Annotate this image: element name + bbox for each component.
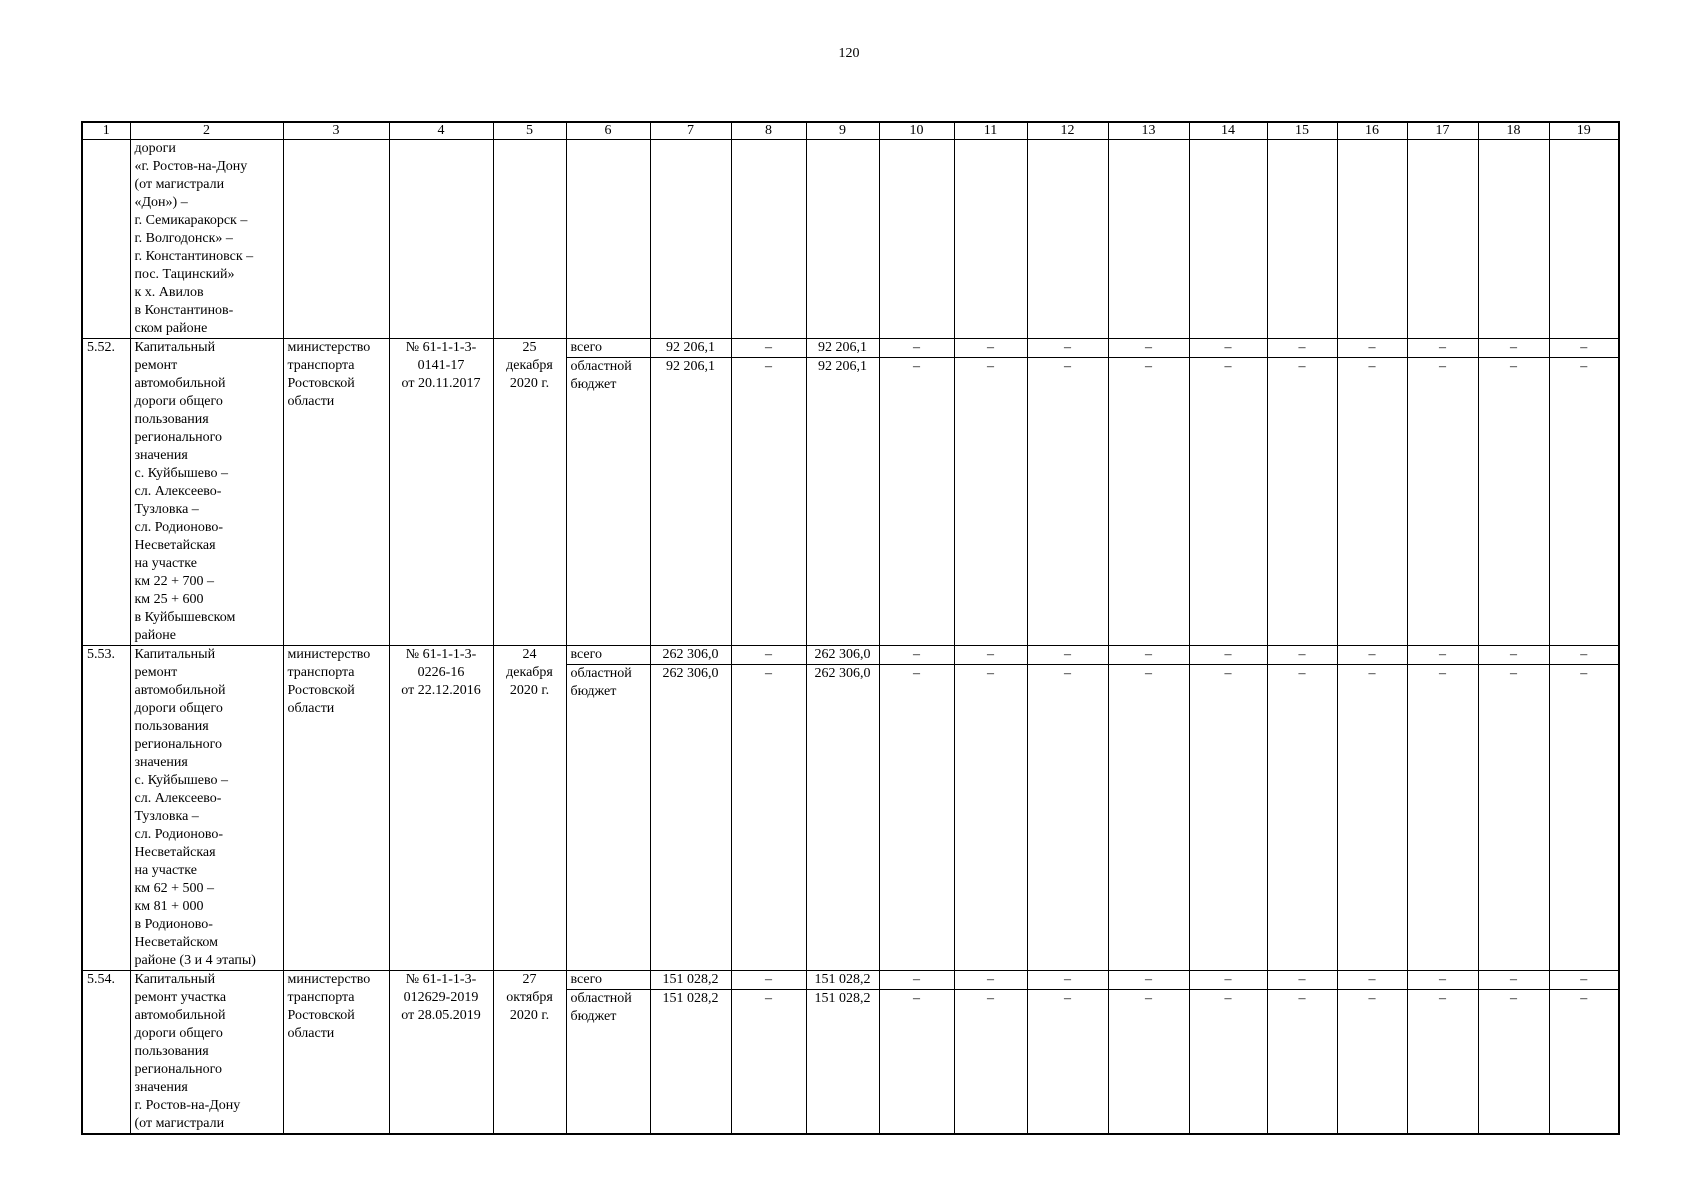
amount-total: 92 206,1 — [650, 339, 731, 358]
completion-date: 24 декабря 2020 г. — [493, 646, 566, 971]
amount-cell: – — [1549, 990, 1619, 1134]
cell-empty — [1189, 140, 1267, 339]
amount-cell: – — [1108, 990, 1189, 1134]
object-name: Капитальный ремонт автомобильной дороги общего пользования регионального значения с. Куйбышево – сл. Алексеево- Тузловка – сл. Родионово- Несветайская на участке км 62 + 500 – км 81 + 000 в Родионово- Несветайском районе (3 и 4 этапы) — [130, 646, 283, 971]
amount-cell: – — [954, 339, 1027, 358]
amount-col8: – — [731, 358, 806, 646]
item-number: 5.52. — [82, 339, 130, 646]
completion-date: 25 декабря 2020 г. — [493, 339, 566, 646]
column-header: 18 — [1478, 122, 1549, 140]
amount-cell: – — [1027, 646, 1108, 665]
item-number: 5.53. — [82, 646, 130, 971]
column-header: 3 — [283, 122, 389, 140]
amount-cell: – — [1108, 971, 1189, 990]
amount-cell: – — [1189, 665, 1267, 971]
amount-cell: – — [879, 339, 954, 358]
amount-cell: – — [1027, 990, 1108, 1134]
amount-cell: – — [1407, 665, 1478, 971]
cell-empty — [1478, 140, 1549, 339]
amount-cell: – — [1478, 971, 1549, 990]
amount-cell: – — [1478, 990, 1549, 1134]
completion-date: 27 октября 2020 г. — [493, 971, 566, 1135]
amount-cell: – — [1337, 646, 1407, 665]
cell-empty — [1267, 140, 1337, 339]
object-name: Капитальный ремонт участка автомобильной дороги общего пользования регионального значения г. Ростов-на-Дону (от магистрали — [130, 971, 283, 1135]
cell-empty — [731, 140, 806, 339]
column-header: 1 — [82, 122, 130, 140]
column-header: 7 — [650, 122, 731, 140]
amount-col8: – — [731, 646, 806, 665]
cell-empty — [493, 140, 566, 339]
amount-total: 262 306,0 — [650, 646, 731, 665]
page-number: 120 — [838, 46, 860, 61]
column-header: 9 — [806, 122, 879, 140]
amount-cell: – — [1189, 339, 1267, 358]
amount-cell: – — [879, 665, 954, 971]
amount-cell: – — [1027, 358, 1108, 646]
cell-empty — [389, 140, 493, 339]
column-header: 11 — [954, 122, 1027, 140]
amount-col9: 92 206,1 — [806, 339, 879, 358]
amount-cell: – — [879, 646, 954, 665]
amount-cell: – — [1407, 358, 1478, 646]
amount-cell: – — [1337, 990, 1407, 1134]
amount-cell: – — [954, 646, 1027, 665]
expertise-document: № 61-1-1-3- 0141-17 от 20.11.2017 — [389, 339, 493, 646]
amount-col8: – — [731, 990, 806, 1134]
amount-cell: – — [1027, 665, 1108, 971]
funding-source: всего — [566, 971, 650, 990]
cell-empty — [1108, 140, 1189, 339]
amount-cell: – — [879, 358, 954, 646]
amount-cell: – — [1478, 646, 1549, 665]
funding-source: областной бюджет — [566, 358, 650, 646]
cell-empty — [806, 140, 879, 339]
expertise-document: № 61-1-1-3- 0226-16 от 22.12.2016 — [389, 646, 493, 971]
column-header: 13 — [1108, 122, 1189, 140]
customer-organization: министерство транспорта Ростовской области — [283, 339, 389, 646]
table-row — [82, 339, 1619, 358]
amount-cell: – — [1337, 971, 1407, 990]
cell-empty — [283, 140, 389, 339]
customer-organization: министерство транспорта Ростовской области — [283, 646, 389, 971]
amount-total: 92 206,1 — [650, 358, 731, 646]
amount-cell: – — [1189, 990, 1267, 1134]
continuation-row — [82, 140, 1619, 339]
amount-cell: – — [1407, 990, 1478, 1134]
amount-cell: – — [1478, 358, 1549, 646]
column-header: 12 — [1027, 122, 1108, 140]
object-name: дороги «г. Ростов-на-Дону (от магистрали «Дон») – г. Семикаракорск – г. Волгодонск» – г. Константиновск – пос. Тацинский» к х. Авилов в Константинов- ском районе — [130, 140, 283, 339]
amount-cell: – — [879, 971, 954, 990]
column-header: 2 — [130, 122, 283, 140]
table-row — [82, 646, 1619, 665]
header-row — [82, 122, 1619, 140]
amount-cell: – — [1549, 665, 1619, 971]
amount-cell: – — [1549, 971, 1619, 990]
amount-cell: – — [954, 971, 1027, 990]
column-header: 10 — [879, 122, 954, 140]
cell-empty — [82, 140, 130, 339]
amount-total: 151 028,2 — [650, 971, 731, 990]
table-body — [82, 122, 1619, 1134]
column-header: 8 — [731, 122, 806, 140]
cell-empty — [1337, 140, 1407, 339]
amount-cell: – — [1027, 339, 1108, 358]
amount-col8: – — [731, 971, 806, 990]
amount-cell: – — [1549, 358, 1619, 646]
cell-empty — [1407, 140, 1478, 339]
table-row — [82, 971, 1619, 990]
amount-cell: – — [1549, 646, 1619, 665]
amount-cell: – — [1267, 665, 1337, 971]
amount-cell: – — [879, 990, 954, 1134]
expertise-document: № 61-1-1-3- 012629-2019 от 28.05.2019 — [389, 971, 493, 1135]
cell-empty — [954, 140, 1027, 339]
amount-total: 262 306,0 — [650, 665, 731, 971]
amount-total: 151 028,2 — [650, 990, 731, 1134]
amount-cell: – — [954, 665, 1027, 971]
column-header: 4 — [389, 122, 493, 140]
amount-cell: – — [1267, 358, 1337, 646]
amount-col8: – — [731, 665, 806, 971]
column-header: 5 — [493, 122, 566, 140]
amount-cell: – — [1337, 339, 1407, 358]
column-header: 6 — [566, 122, 650, 140]
amount-cell: – — [1189, 358, 1267, 646]
amount-cell: – — [1478, 339, 1549, 358]
amount-cell: – — [1108, 358, 1189, 646]
amount-cell: – — [954, 990, 1027, 1134]
amount-col9: 151 028,2 — [806, 990, 879, 1134]
funding-source: областной бюджет — [566, 665, 650, 971]
amount-cell: – — [954, 358, 1027, 646]
amount-cell: – — [1549, 339, 1619, 358]
amount-col8: – — [731, 339, 806, 358]
column-header: 19 — [1549, 122, 1619, 140]
amount-cell: – — [1407, 339, 1478, 358]
amount-cell: – — [1337, 358, 1407, 646]
column-header: 14 — [1189, 122, 1267, 140]
amount-col9: 262 306,0 — [806, 665, 879, 971]
amount-col9: 92 206,1 — [806, 358, 879, 646]
cell-empty — [650, 140, 731, 339]
amount-col9: 262 306,0 — [806, 646, 879, 665]
amount-cell: – — [1407, 646, 1478, 665]
column-header: 16 — [1337, 122, 1407, 140]
cell-empty — [1549, 140, 1619, 339]
cell-empty — [1027, 140, 1108, 339]
financing-table — [81, 121, 1620, 1135]
funding-source: областной бюджет — [566, 990, 650, 1134]
cell-empty — [879, 140, 954, 339]
amount-cell: – — [1267, 971, 1337, 990]
amount-cell: – — [1108, 665, 1189, 971]
cell-empty — [566, 140, 650, 339]
funding-source: всего — [566, 339, 650, 358]
object-name: Капитальный ремонт автомобильной дороги общего пользования регионального значения с. Куйбышево – сл. Алексеево- Тузловка – сл. Родионово- Несветайская на участке км 22 + 700 – км 25 + 600 в Куйбышевском районе — [130, 339, 283, 646]
funding-source: всего — [566, 646, 650, 665]
amount-cell: – — [1337, 665, 1407, 971]
amount-cell: – — [1267, 990, 1337, 1134]
customer-organization: министерство транспорта Ростовской области — [283, 971, 389, 1135]
column-header: 17 — [1407, 122, 1478, 140]
amount-cell: – — [1267, 646, 1337, 665]
amount-cell: – — [1108, 646, 1189, 665]
amount-cell: – — [1108, 339, 1189, 358]
amount-cell: – — [1027, 971, 1108, 990]
column-header: 15 — [1267, 122, 1337, 140]
amount-cell: – — [1189, 971, 1267, 990]
amount-cell: – — [1267, 339, 1337, 358]
item-number: 5.54. — [82, 971, 130, 1135]
amount-cell: – — [1407, 971, 1478, 990]
amount-col9: 151 028,2 — [806, 971, 879, 990]
amount-cell: – — [1478, 665, 1549, 971]
amount-cell: – — [1189, 646, 1267, 665]
